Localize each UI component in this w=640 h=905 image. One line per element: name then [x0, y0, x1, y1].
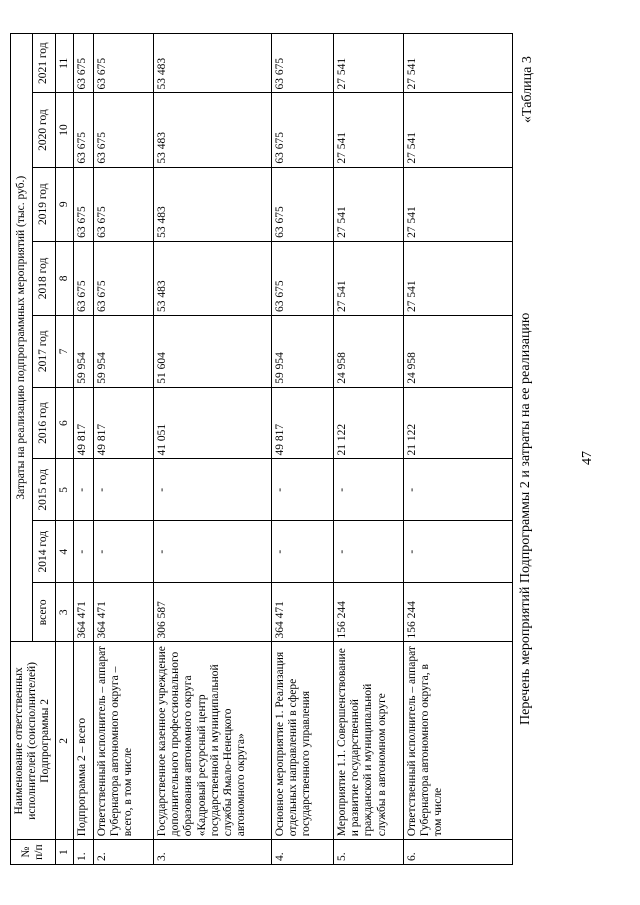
header-name: Наименование ответственных исполнителей (соисполнителей) Подпрограммы 2 [11, 642, 56, 840]
row-value: 59 954 [271, 316, 333, 388]
row-value: 63 675 [73, 241, 93, 315]
header-year: 2015 год [33, 459, 55, 521]
row-value: 27 541 [403, 167, 512, 241]
row-value: 21 122 [403, 387, 512, 459]
row-value: 49 817 [73, 387, 93, 459]
table-row [333, 34, 403, 865]
index-cell: 10 [55, 93, 73, 167]
header-year: 2017 год [33, 316, 55, 388]
row-value: 63 675 [93, 34, 153, 93]
row-value: - [153, 459, 271, 521]
row-value: - [93, 521, 153, 583]
header-row-1 [11, 34, 33, 865]
row-value: 59 954 [93, 316, 153, 388]
row-value: 21 122 [333, 387, 403, 459]
row-name: Мероприятие 1.1. Совершенствование и развитие государственной гражданской и муниципальной службы в автономном округе [333, 642, 403, 840]
header-no: № п/п [11, 840, 56, 865]
row-name: Подпрограмма 2 – всего [73, 642, 93, 840]
row-value: 63 675 [93, 241, 153, 315]
row-value: 63 675 [93, 167, 153, 241]
row-total: 156 244 [403, 583, 512, 642]
index-cell: 4 [55, 521, 73, 583]
table-row [403, 34, 512, 865]
index-cell: 6 [55, 387, 73, 459]
row-value: 53 483 [153, 34, 271, 93]
row-value: 63 675 [73, 34, 93, 93]
row-value: - [153, 521, 271, 583]
row-value: 63 675 [93, 93, 153, 167]
row-name: Ответственный исполнитель – аппарат Губернатора автономного округа, в том числе [403, 642, 512, 840]
row-total: 364 471 [271, 583, 333, 642]
row-value: 27 541 [333, 241, 403, 315]
row-total: 156 244 [333, 583, 403, 642]
row-value: 27 541 [333, 93, 403, 167]
row-value: - [93, 459, 153, 521]
index-cell: 8 [55, 241, 73, 315]
row-value: - [333, 521, 403, 583]
header-costs-group: Затраты на реализацию подпрограммных мероприятий (тыс. руб.) [11, 34, 33, 642]
row-value: 27 541 [333, 34, 403, 93]
index-cell: 5 [55, 459, 73, 521]
header-year: 2016 год [33, 387, 55, 459]
header-year: 2018 год [33, 241, 55, 315]
costs-table [10, 33, 513, 865]
row-value: 63 675 [271, 167, 333, 241]
row-value: - [403, 521, 512, 583]
index-cell: 9 [55, 167, 73, 241]
row-value: - [271, 521, 333, 583]
row-value: 59 954 [73, 316, 93, 388]
row-value: 63 675 [271, 34, 333, 93]
row-name: Ответственный исполнитель – аппарат Губернатора автономного округа – всего, в том числе [93, 642, 153, 840]
row-value: 27 541 [403, 34, 512, 93]
row-value: - [333, 459, 403, 521]
row-value: - [73, 459, 93, 521]
index-cell: 1 [55, 840, 73, 865]
row-value: - [403, 459, 512, 521]
row-value: 24 958 [333, 316, 403, 388]
row-value: 63 675 [271, 241, 333, 315]
header-year: 2020 год [33, 93, 55, 167]
row-total: 364 471 [93, 583, 153, 642]
header-total: всего [33, 583, 55, 642]
row-value: 53 483 [153, 241, 271, 315]
header-year: 2019 год [33, 167, 55, 241]
table-row [153, 34, 271, 865]
row-value: 53 483 [153, 93, 271, 167]
row-total: 306 587 [153, 583, 271, 642]
page-number: 47 [580, 451, 595, 465]
row-no: 1. [73, 840, 93, 865]
row-value: 63 675 [73, 167, 93, 241]
index-cell: 11 [55, 34, 73, 93]
row-value: 41 051 [153, 387, 271, 459]
index-row [55, 34, 73, 865]
row-no: 6. [403, 840, 512, 865]
index-cell: 2 [55, 642, 73, 840]
table-row [271, 34, 333, 865]
index-cell: 7 [55, 316, 73, 388]
row-value: 49 817 [271, 387, 333, 459]
row-value: 27 541 [403, 241, 512, 315]
row-no: 5. [333, 840, 403, 865]
row-value: - [73, 521, 93, 583]
row-name: Основное мероприятие 1. Реализация отдельных направлений в сфере государственного управления [271, 642, 333, 840]
row-total: 364 471 [73, 583, 93, 642]
row-value: 51 604 [153, 316, 271, 388]
row-value: 63 675 [271, 93, 333, 167]
row-value: 49 817 [93, 387, 153, 459]
table-row [73, 34, 93, 865]
row-no: 3. [153, 840, 271, 865]
table-row [93, 34, 153, 865]
table-label: «Таблица 3 [520, 56, 535, 123]
document-title: Перечень мероприятий Подпрограммы 2 и затраты на ее реализацию [518, 312, 533, 725]
row-value: 63 675 [73, 93, 93, 167]
index-cell: 3 [55, 583, 73, 642]
row-value: 53 483 [153, 167, 271, 241]
header-year: 2021 год [33, 34, 55, 93]
row-no: 2. [93, 840, 153, 865]
row-no: 4. [271, 840, 333, 865]
row-value: 27 541 [403, 93, 512, 167]
row-value: 24 958 [403, 316, 512, 388]
row-name: Государственное казенное учреждение дополнительного профессионального образования автономного округа «Кадровый ресурсный центр государственной и муниципальной службы Ямало-Ненецкого автономного округа» [153, 642, 271, 840]
row-value: - [271, 459, 333, 521]
row-value: 27 541 [333, 167, 403, 241]
header-year: 2014 год [33, 521, 55, 583]
